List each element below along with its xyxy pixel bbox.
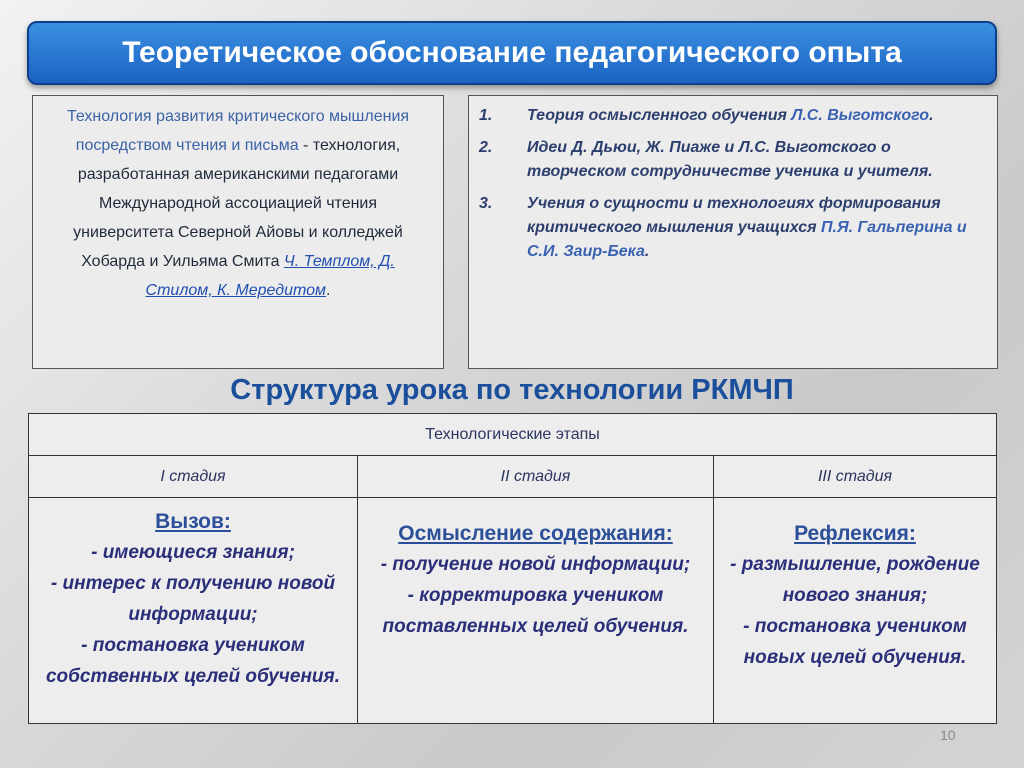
theory-text: Идеи Д. Дьюи, Ж. Пиаже и Л.С. Выготского о творческом сотрудничестве ученика и учителя. (527, 139, 933, 180)
page-number: 10 (940, 727, 956, 743)
stage-line: - получение новой информации; (380, 554, 691, 575)
stage-heading: Рефлексия: (794, 522, 916, 545)
theory-number: 1. (479, 107, 493, 124)
slide-title: Теоретическое обоснование педагогического опыта (122, 36, 902, 69)
theory-item (469, 104, 981, 128)
stage-heading: Осмысление содержания: (398, 522, 673, 545)
theory-item (469, 136, 981, 184)
theories-list (469, 104, 981, 264)
theories-box (468, 95, 998, 369)
theory-item (469, 192, 981, 264)
stage-content (358, 498, 714, 724)
authors-link[interactable]: Ч. Темплом, Д. Стилом, К. Мередитом (145, 253, 395, 299)
stage-line: - корректировка учеником поставленных целей обучения. (382, 585, 689, 637)
stage-heading: Вызов: (155, 510, 231, 533)
stage-label: I стадия (29, 456, 358, 498)
technology-text: - технология, разработанная американскими педагогами Международной ассоциацией чтения университета Северной Айовы и колледжей Хобарда и Уильяма Смита (73, 137, 403, 270)
stage-line: - постановка учеником новых целей обучения. (743, 616, 967, 668)
theory-text: Учения о сущности и технологиях формирования критического мышления учащихся П.Я. Гальперина и С.И. Заир-Бека. (527, 195, 967, 260)
stage-line: - постановка учеником собственных целей обучения. (45, 635, 341, 687)
technology-name: Технология развития критического мышления посредством чтения и письма (66, 108, 410, 154)
theory-number: 3. (479, 195, 493, 212)
theory-number: 2. (479, 139, 493, 156)
technology-description-box (32, 95, 444, 369)
stages-header: Технологические этапы (29, 414, 997, 456)
technology-tail: . (326, 282, 331, 299)
stage-label: II стадия (358, 456, 714, 498)
stages-table (28, 413, 997, 724)
technology-description (47, 102, 429, 305)
stage-content (29, 498, 358, 724)
stage-line: - интерес к получению новой информации; (50, 573, 336, 625)
stage-label: III стадия (714, 456, 997, 498)
stage-line: - имеющиеся знания; (91, 542, 295, 563)
stage-content (714, 498, 997, 724)
title-bar (27, 21, 997, 85)
theory-text: Теория осмысленного обучения Л.С. Выготского. (527, 107, 934, 124)
stage-line: - размышление, рождение нового знания; (730, 554, 980, 606)
structure-title: Структура урока по технологии РКМЧП (230, 374, 794, 406)
